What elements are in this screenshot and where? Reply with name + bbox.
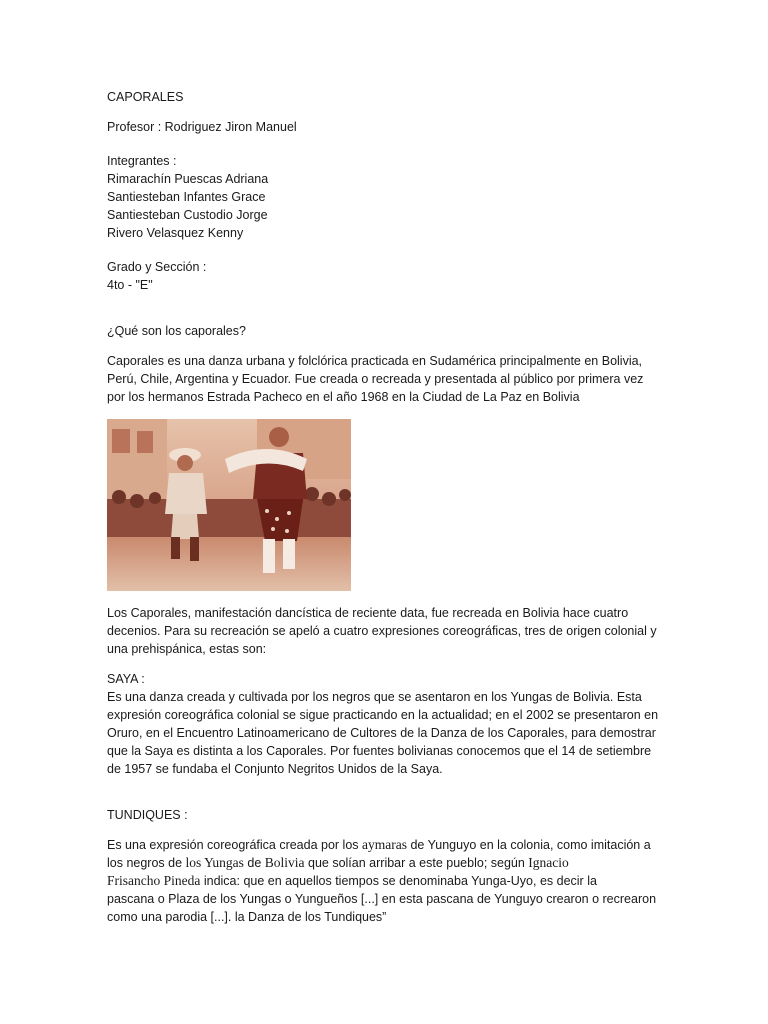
integrante-item: Santiesteban Infantes Grace — [107, 190, 266, 204]
integrantes-label: Integrantes : — [107, 154, 177, 168]
integrante-item: Rimarachín Puescas Adriana — [107, 172, 269, 186]
ignacio-term: Ignacio — [528, 855, 569, 870]
grado-label: Grado y Sección : — [107, 260, 207, 274]
yungas-term: los Yungas — [185, 855, 244, 870]
caporales-dancers-photo — [107, 419, 351, 591]
grado-value: 4to - "E" — [107, 278, 153, 292]
bolivia-term: Bolivia — [264, 855, 305, 870]
question-heading: ¿Qué son los caporales? — [107, 324, 246, 338]
integrante-item: Rivero Velasquez Kenny — [107, 226, 244, 240]
dancers-illustration — [107, 419, 351, 591]
integrante-item: Santiesteban Custodio Jorge — [107, 208, 268, 222]
saya-heading: SAYA : — [107, 672, 145, 686]
after-image-paragraph: Los Caporales, manifestación dancística de reciente data, fue recreada en Bolivia hace cuatro decenios. Para su recreación se apeló a cuatro expresiones coreográficas, tres de origen colonial y una prehispánica, estas son: — [107, 606, 657, 656]
profesor-line: Profesor : Rodriguez Jiron Manuel — [107, 120, 297, 134]
saya-paragraph: Es una danza creada y cultivada por los negros que se asentaron en los Yungas de Bolivia. Esta expresión coreográfica colonial se sigue practicando en la actualidad; en el 2002 se presentaron en Oruro, en el Encuentro Latinoamericano de Cultores de la Danza de los Caporales, para demostrar que la Saya es distinta a los Caporales. Por fuentes bolivianas conocemos que el 14 de setiembre de 1957 se fundaba el Conjunto Negritos Unidos de la Saya. — [107, 690, 659, 776]
aymaras-term: aymaras — [362, 837, 407, 852]
intro-paragraph: Caporales es una danza urbana y folclórica practicada en Sudamérica principalmente en Bolivia, Perú, Chile, Argentina y Ecuador. Fue creada o recreada y presentada al público por primera vez por los hermanos Estrada Pacheco en el año 1968 en la Ciudad de La Paz en Bolivia — [107, 354, 644, 404]
document-page — [107, 88, 667, 926]
tundiques-heading: TUNDIQUES : — [107, 808, 188, 822]
frisancho-pineda-term: Frisancho Pineda — [107, 873, 201, 888]
document-title: CAPORALES — [107, 90, 184, 104]
tundiques-paragraph: Es una expresión coreográfica creada por los aymaras de Yunguyo en la colonia, como imitación a los negros de los Yungas de Bolivia que solían arribar a este pueblo; según Ignacio Frisancho Pineda indica: que en aquellos tiempos se denominaba Yunga-Uyo, es decir la pascana o Plaza de los Yungas o Yungueños [...] en esta pascana de Yunguyo crearon o recrearon como una parodia [...]. la Danza de los Tundiques” — [107, 837, 657, 924]
